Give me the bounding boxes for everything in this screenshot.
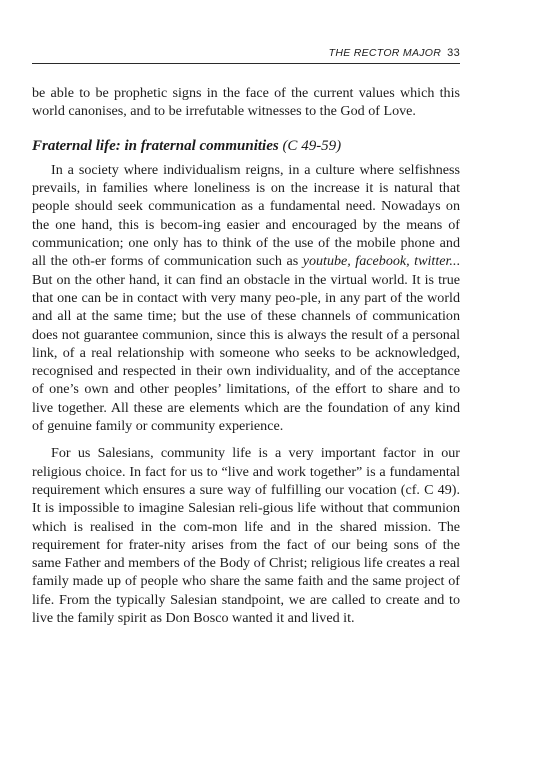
paragraph-society-text-1: In a society where individualism reigns, in a culture where selfishness prevails, in families where loneliness is on the increase it is natural that people should seek communication as a fundamental need. Nowadays on the one hand, this is becom-ing easier and encouraged by the means of communication; one only has to think of the use of the mobile phone and all the oth-er forms of communication such as <box>32 161 460 270</box>
paragraph-society-italic: youtube, facebook, twitter.. <box>302 253 457 270</box>
section-heading <box>32 137 460 155</box>
page-number: 33 <box>447 47 460 59</box>
running-title: THE RECTOR MAJOR <box>328 47 442 59</box>
header-rule <box>32 63 460 64</box>
paragraph-continued: be able to be prophetic signs in the face of the current values which this world canonises, and to be irrefutable witnesses to the God of Love. <box>32 85 460 120</box>
paragraph-salesians: For us Salesians, community life is a very important factor in our religious choice. In fact for us to “live and work together” is a fundamental requirement which ensures a sure way of fulfilling our vocation (cf. C 49). It is impossible to imagine Salesian reli-gious life without that communion which is realised in the com-mon life and in the shared mission. The requirement for frater-nity arises from the fact of our being sons of the same Father and members of the Body of Christ; religious life creates a real family made up of people who share the same faith and the same project of life. From the typically Salesian standpoint, we are called to create and to live the family spirit as Don Bosco wanted it and lived it. <box>32 445 460 627</box>
paragraph-society-text-2: . But on the other hand, it can find an obstacle in the virtual world. It is true that one can be in contact with very many peo-ple, in any part of the world and all at the same time; but the use of these channels of communication does not guarantee communion, since this is always the result of a personal link, of a real relationship with someone who seeks to be acknowledged, recognised and respected in their own individuality, and of the acceptance of one’s own and other peoples’ limitations, of the effort to share and to live together. All these are elements which are the foundation of any kind of genuine family or community experience. <box>32 253 460 435</box>
page-body <box>32 84 460 627</box>
section-heading-title: Fraternal life: in fraternal communities <box>32 137 279 154</box>
paragraph-society <box>32 161 460 435</box>
running-head <box>329 47 460 59</box>
section-heading-reference: (C 49-59) <box>282 137 342 154</box>
